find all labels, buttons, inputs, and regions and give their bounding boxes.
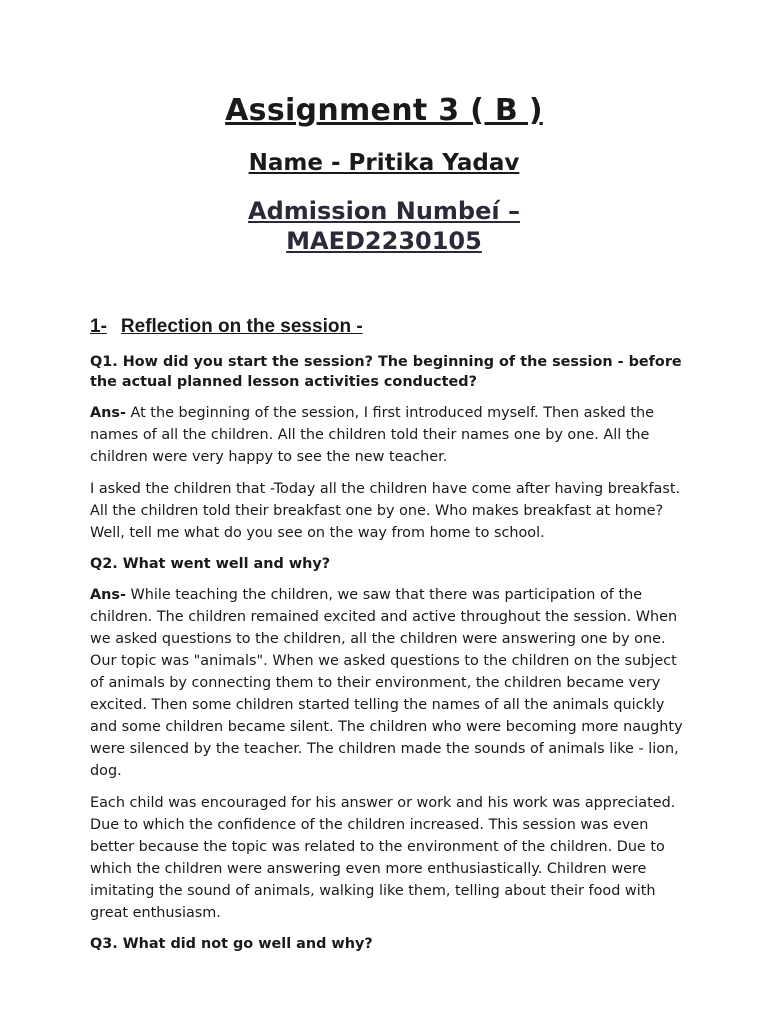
answer-1-paragraph-2: I asked the children that -Today all the children have come after having breakfast. All the children told their breakfast one by one. Who makes breakfast at home? Well, tell me what do you see on the way from home to school. <box>90 481 681 541</box>
student-name: Name - Pritika Yadav <box>248 150 520 176</box>
admission-number: MAED2230105 <box>286 227 482 255</box>
question-3: Q3. What did not go well and why? <box>90 936 373 952</box>
answer-label: Ans- <box>90 587 126 603</box>
answer-label: Ans- <box>90 405 126 421</box>
answer-1-text: At the beginning of the session, I first introduced myself. Then asked the names of all the children. All the children told their names one by one. All the children were very happy to see the new teacher. <box>90 405 654 465</box>
question-1: Q1. How did you start the session? The beginning of the session - before the actual planned lesson activities conducted? <box>90 354 682 390</box>
admission-number-heading <box>0 196 768 256</box>
answer-1 <box>90 402 690 468</box>
question-2: Q2. What went well and why? <box>90 556 331 572</box>
answer-2-paragraph-2: Each child was encouraged for his answer or work and his work was appreciated. Due to which the confidence of the children increased. This session was even better because the topic was related to the environment of the children. Due to which the children were answering even more enthusiastically. Children were imitating the sound of animals, walking like them, telling about their food with great enthusiasm. <box>90 795 676 921</box>
section-number: 1- <box>90 316 107 337</box>
answer-2 <box>90 584 690 782</box>
document-body <box>90 352 690 964</box>
section-title: Reflection on the session - <box>120 316 363 337</box>
answer-2-text: While teaching the children, we saw that there was participation of the children. The children remained excited and active throughout the session. When we asked questions to the children, all the children were answering one by one. Our topic was "animals". When we asked questions to the children on the subject of animals by connecting them to their environment, the children became very excited. Then some children started telling the names of all the animals quickly and some children became silent. The children who were becoming more naughty were silenced by the teacher. The children made the sounds of animals like - lion, dog. <box>90 587 683 779</box>
assignment-title: Assignment 3 ( B ) <box>225 93 543 128</box>
admission-label: Admission Numbeí – <box>248 197 520 225</box>
section-heading <box>90 315 363 339</box>
